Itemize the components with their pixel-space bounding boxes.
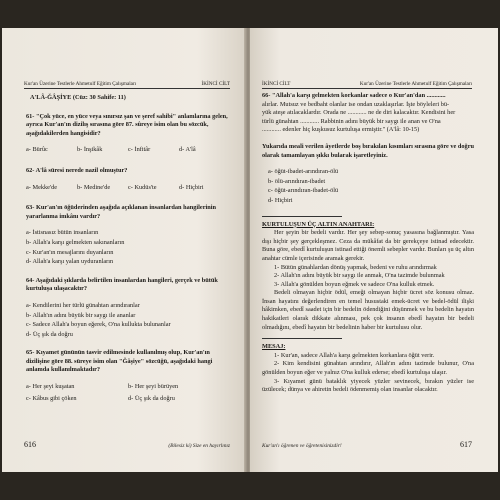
option: d- Allah'a karşı yalan uyduranların	[26, 258, 114, 266]
option: d- Hiçbiri	[179, 183, 204, 191]
question-64-options	[26, 302, 230, 339]
mesaj-title: MESAJ:	[262, 343, 286, 351]
option: b- Medine'de	[77, 183, 111, 191]
left-footer	[24, 440, 230, 449]
left-page	[2, 28, 246, 472]
footer-text: Kur'an'ı öğrenen ve öğretenisinizdir!	[262, 443, 342, 449]
option: a- Bürûc	[26, 146, 48, 154]
option: a- Her şeyi kuşatan	[26, 383, 75, 391]
question-61-options	[26, 146, 230, 155]
question-66-line: alırlar. Mutsuz ve bedbaht olanlar ise ondan uzaklaşırlar. İşte böyleleri bü-	[262, 100, 450, 108]
left-header	[24, 81, 230, 89]
question-66-line: ............ edenler hiç kuşkusuz kurtuluşa ermiştir." (A'lâ: 10-15)	[262, 126, 420, 134]
option: d- Hiçbiri	[268, 196, 293, 204]
left-header-title: Kur'an Üzerine Testlerle Ahmetulf Eğitim Çalışmaları	[24, 81, 137, 87]
option: a- Kendilerini her türlü günahtan arındıranlar	[26, 301, 140, 309]
option: b- Allah'ın adını büyük bir saygı ile ananlar	[26, 311, 136, 319]
left-content	[26, 94, 230, 403]
option: c- Kur'an'ın mesajlarını duyanların	[26, 248, 114, 256]
section-divider	[262, 338, 342, 339]
option: c- Kâbus gibi çöken	[26, 394, 77, 402]
question-66-line: 66- "Allah'a karşı gelmekten korkanlar sadece o Kur'an'dan ............	[262, 92, 446, 99]
question-66-line: türlü günahtan ............ Rabbinin adını büyük bir saygı ile anan ve O'na	[262, 117, 441, 125]
right-header-title: Kur'an Üzerine Testlerle Ahmetulf Eğitim Çalışmaları	[359, 81, 472, 87]
question-63-options	[26, 229, 230, 266]
question-64: 64- Aşağıdaki şıklarda belirtilen insanlardan hangileri, gerçek ve bütük kurtuluşa ulaşacaktır?	[26, 276, 218, 293]
option: b- ölü-arındıran-ibadet	[268, 177, 326, 185]
key-item: 2- Allah'ın adını büyük bir saygı ile anmak, O'na tazimde bulunmak	[274, 272, 445, 280]
option: a- Mekke'de	[26, 183, 58, 191]
question-62: 62- A'lâ süresi nerede nazil olmuştur?	[26, 166, 128, 174]
question-66-line: yük ateşe atılacaklardır. Orada ne ............ ne de diri kalacaktır. Kendisini her	[262, 109, 456, 117]
option: b- Her şeyi bürüyen	[128, 383, 179, 391]
mesaj-item: 3- Kıyamet günü bataklık yiyecek yüzler sevinecek, bırakın yüzler ise üzülecek; dünya ve ahiretin bedeli ödenmemiş olan insanlar olacaktır.	[262, 377, 474, 394]
option: c- Sadece Allah'a boyun eğerek, O'na kullukta bulunanlar	[26, 321, 171, 329]
page-number: 617	[460, 440, 472, 449]
option: d- A'lâ	[179, 146, 196, 154]
option: c- Kudüs'te	[128, 183, 157, 191]
question-63: 63- Kur'an'ın öğüderinden aşağıda açıklanan insanlardan hangilerinin yararlanma imkânı vardır?	[26, 204, 217, 220]
right-content	[262, 88, 474, 395]
fill-prompt: Yukarıda meali verilen âyetlerde boş bırakılan kısımları sırasına göre ve doğru olarak tamamlayan şıkkı bularak işaretleyiniz.	[262, 142, 474, 159]
section-divider	[262, 216, 342, 217]
option: b- İnşikâk	[77, 146, 103, 154]
book-spread	[2, 28, 498, 472]
mesaj-item: 1- Kur'an, sadece Allah'a karşı gelmekten korkanlara öğüt verir.	[274, 351, 435, 359]
sura-heading: A'LÂ-ĞÂŞİYE (Cüz: 30 Sahife: 11)	[30, 94, 126, 101]
keys-paragraph: Bedeli olmayan hiçbir ödül, emeği olmayan hiçbir ücret söz konusu olmaz. İnsan hayatını değerlendiren en temel husustaki emek-ücret ve bedel-ödül ilişki hâkimken, ebedî saadet için bir bedelin ödendiğini düşünmek ve bu bedelin hayatın hakikatleri olarak dikkate alınması, pek çok insanın ebedî hayatın bir bedeli olmadığını, ebedî hayatın bir bedelinin haber bir kurtulusu olur.	[262, 289, 474, 331]
keys-paragraph: Her şeyin bir bedeli vardır. Her şey sebep-sonuç yasasına bağlanmıştır. Yasa dışı hiçbir şey gerçekleşmez. Ceza da mükâfat da bir gerekçeye istinad edecektir. Buna göre, ebedî kurtuluşun istinad ettiği önemli sebepler vardır. Bunları şu üç altın anahtar cümle içerisinde aramak gerekir.	[262, 229, 474, 262]
question-61: 61- "Çok yüce, en yüce veya sınırsız şan ve şeref sahibi" anlamlarına gelen, ayrıca Kur'an'ın dizilış sırasına göre 87. sûreye isim olan bu sözcük, aşağıdakilerden hangisidir?	[26, 112, 228, 137]
right-page	[250, 28, 498, 472]
key-item: 3- Allah'a gönülden boyun eğmek ve sadece O'na kulluk etmek.	[274, 280, 435, 288]
option: c- İnfitâr	[128, 146, 151, 154]
option: d- Üç şık da doğru	[128, 394, 175, 402]
footer-text: (Bilesiz ki) Size en hayırlınız	[168, 443, 230, 449]
option: a- öğüt-ibadet-arındıran-ölü	[268, 168, 339, 176]
question-65-options	[26, 383, 230, 403]
option: a- İstisnasız bütün insanların	[26, 229, 99, 237]
option: d- Üç şık da doğru	[26, 330, 73, 338]
keys-title: KURTULUŞUN ÜÇ ALTIN ANAHTARI:	[262, 220, 375, 228]
option: c- öğüt-arındıran-ibadet-ölü	[268, 187, 339, 195]
question-66	[262, 92, 474, 135]
option: b- Allah'a karşı gelmekten sakınanların	[26, 238, 125, 246]
key-item: 1- Bütün günahlardan dönüş yapmak, bedeni ve ruhu arındırmak	[274, 263, 437, 271]
left-header-volume: İKİNCİ CİLT	[201, 81, 230, 87]
page-number: 616	[24, 440, 36, 449]
right-header-volume: İKİNCİ CİLT	[262, 81, 291, 87]
question-62-options	[26, 184, 230, 193]
mesaj-item: 2- Kim kendisini günahtan arındırır, Allah'ın adını tazimde bulunur, O'na gönülden boyun eğer ve yalnız O'na kulluk ederse; ebedî kurtuluşa ulaşır.	[262, 360, 474, 377]
question-66-options	[268, 168, 474, 205]
right-footer	[262, 440, 472, 449]
question-65: 65- Kıyamet gününün tasvir edilmesinde kullanılmış olup, Kur'an'ın dizilişine göre 88. süreye isim olan "Ğâşiye" sözcüğü, aşağıdaki hangi anlamda kullanılmaktadır?	[26, 349, 213, 374]
